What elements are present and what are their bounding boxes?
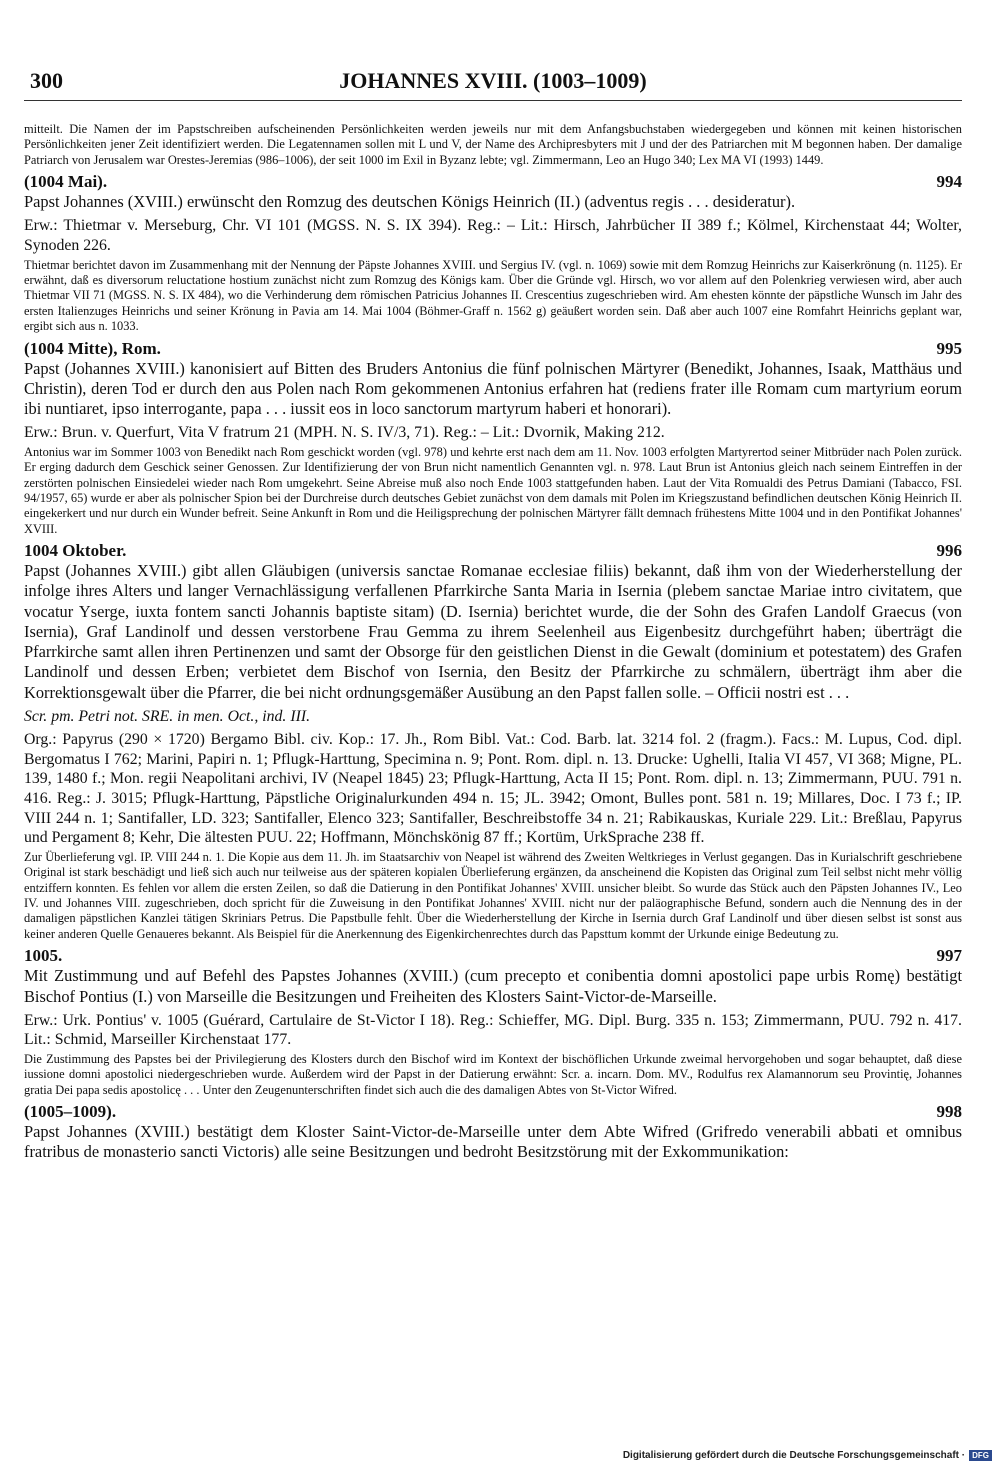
entry-scriptum: Scr. pm. Petri not. SRE. in men. Oct., ind. III. <box>24 707 311 725</box>
entry-regest: Papst (Johannes XVIII.) gibt allen Gläubigen (universis sanctae Romanae ecclesiae filiis) bekannt, daß ihm von der Wiederherstellung der infolge ihres Alters und langer Vernachlässigung verfallenen Pfarrkirche Santa Maria in Isernia (plebem sanctae Mariae intro civitatem, que vocatur Yserge, iuxta fontem sancti Johannis baptiste sitam) (D. Isernia) berichtet wurde, die der Sohn des Grafen Landolf Graecus (von Isernia), Graf Landinolf und dessen verstorbene Frau Gemma zu ihrem Seelenheil aus Eigenbesitz durchgeführt haben; überträgt die Pfarrkirche samt allen ihren Pertinenzen und samt der Obsorge für den geistlichen Dienst in die Gewalt (dominium et potestatem) des Grafen Landinolf und dessen Erben; verbietet dem Bischof von Isernia, den Besitz der Pfarrkirche zu schmälern, überträgt ihm aber die Korrektionsgewalt über die Pfarrer, die bei nicht ordnungsgemäßer Ausübung an den Papst fallen solle. – Officii nostri est . . . <box>24 561 962 702</box>
entry-number: 998 <box>936 1102 962 1122</box>
entry-heading <box>24 1102 962 1122</box>
entry-note: Antonius war im Sommer 1003 von Benedikt nach Rom geschickt worden (vgl. 978) und kehrte erst nach dem am 11. Nov. 1003 erfolgten Martyrertod seiner Mitbrüder nach Polen zurück. Er erging dadurch dem Geschick seiner Genossen. Zur Identifizierung der von Brun nicht namentlich Genannten vgl. n. 978. Laut Brun ist Antonius gleich nach seinem Eintreffen in der zerstörten polnischen Einsiedelei wieder nach Rom umgekehrt. Seine Abreise muß also noch Ende 1003 stattgefunden haben. Laut der Vita Romualdi des Petrus Damiani (Tabacco, FSI. 94/1957, 65) wurde er aber als polnischer Spion bei der Durchreise durch deutsches Gebiet zunächst von dem damals mit Polen im Kriegszustand befindlichen deutschen König Heinrich II. eingekerkert und nur durch ein Wunder befreit. Seine Ankunft in Rom und die Heiligsprechung der polnischen Märtyrer fällt demnach frühestens Mitte 1004 und in den Pontifikat Johannes' XVIII. <box>24 444 962 536</box>
entry-heading <box>24 339 962 359</box>
entry-references: Org.: Papyrus (290 × 1720) Bergamo Bibl. civ. Kop.: 17. Jh., Rom Bibl. Vat.: Cod. Barb. lat. 3214 fol. 2 (fragm.). Facs.: M. Lupus, Cod. dipl. Bergomatus I 762; Marini, Papiri n. 1; Pflugk-Harttung, Specimina n. 9; Pont. Rom. dipl. n. 13. Drucke: Ughelli, Italia VI 457, VI 368; Migne, PL. 139, 1480 f.; Mon. regii Neapolitani archivi, IV (Neapel 1845) 23; Pflugk-Harttung, Acta II 15; Pont. Rom. dipl. n. 13; Zimmermann, PUU. 791 n. 416. Reg.: J. 3015; Pflugk-Harttung, Päpstliche Originalurkunden 494 n. 15; JL. 3942; Omont, Bulles pont. 581 n. 19; Millares, Doc. I 73 f.; IP. VIII 244 n. 1; Santifaller, LD. 323; Santifaller, Elenco 323; Santifaller, Beschreibstoffe 34 n. 21; Rabikauskas, Kuriale 229. Lit.: Breßlau, Papyrus und Pergament 8; Kehr, Die ältesten PUU. 22; Hoffmann, Mönchskönig 87 ff.; Kortüm, UrkSprache 238 ff. <box>24 731 962 847</box>
footer-credit: Digitalisierung gefördert durch die Deutsche Forschungsgemeinschaft · <box>622 1450 966 1461</box>
document-page <box>24 0 962 1162</box>
entry-references: Erw.: Urk. Pontius' v. 1005 (Guérard, Cartulaire de St-Victor I 18). Reg.: Schieffer, MG. Dipl. Burg. 335 n. 153; Zimmermann, PUU. 792 n. 417. Lit.: Schmid, Marseiller Kirchenstaat 177. <box>24 1011 962 1049</box>
entry-references: Erw.: Thietmar v. Merseburg, Chr. VI 101 (MGSS. N. S. IX 394). Reg.: – Lit.: Hirsch, Jahrbücher II 389 f.; Kölmel, Kirchenstaat 44; Wolter, Synoden 226. <box>24 217 962 255</box>
entry-regest: Mit Zustimmung und auf Befehl des Papstes Johannes (XVIII.) (cum precepto et conibentia domni apostolici pape urbis Romę) bestätigt Bischof Pontius (I.) von Marseille die Besitzungen und Freiheiten des Klosters Saint-Victor-de-Marseille. <box>24 966 962 1006</box>
entry-regest: Papst (Johannes XVIII.) kanonisiert auf Bitten des Bruders Antonius die fünf polnischen Märtyrer (Benedikt, Johannes, Isaak, Matthäus und Christin), deren Tod er durch den aus Polen nach Rom gekommenen Antonius erfahren hat (rediens frater ille Romam cum martyrium eorum ibi nuntiaret, ipso interrogante, papa . . . iussit eos in loco sanctorum martyrum haberi et honorari). <box>24 358 962 419</box>
entry-references: Erw.: Brun. v. Querfurt, Vita V fratrum 21 (MPH. N. S. IV/3, 71). Reg.: – Lit.: Dvornik, Making 212. <box>24 424 665 442</box>
page-header <box>24 0 962 96</box>
entry-date: 1004 Oktober. <box>24 541 127 561</box>
header-rule <box>24 100 962 101</box>
entry-regest: Papst Johannes (XVIII.) erwünscht den Romzug des deutschen Königs Heinrich (II.) (adventus regis . . . desideratur). <box>24 192 796 212</box>
entry-number: 995 <box>936 338 962 358</box>
entry-heading <box>24 541 962 561</box>
entry-heading <box>24 172 962 192</box>
entry-note: Die Zustimmung des Papstes bei der Privilegierung des Klosters durch den Bischof wird im Kontext der bischöflichen Urkunde zweimal hervorgehoben und sogar behauptet, daß diese iussione domni apostolici niedergeschrieben wurde. Außerdem wird der Papst in der Datierung erwähnt: Scr. a. incarn. Dom. MV., Rodulfus rex Alamannorum seu Provintię, Johannes gratia Dei papa sedis apostolicę . . . Unter den Zeugenunterschriften findet sich auch die des damaligen Abtes von St-Victor Wifred. <box>24 1051 962 1097</box>
page-footer <box>623 1450 992 1461</box>
intro-note: mitteilt. Die Namen der im Papstschreiben aufscheinenden Persönlichkeiten werden jeweils nur mit dem Anfangsbuchstaben wiedergegeben und können mit keinen historischen Persönlichkeiten jener Zeit identifiziert werden. Die Legatennamen sollen mit L und V, der Name des Archipresbyters mit J und der des Patriarchen mit M begonnen haben. Der damalige Patriarch von Jerusalem war Orestes-Jeremias (986–1006), der seit 1000 im Exil in Byzanz lebte; vgl. Zimmermann, Leo an Hugo 340; Lex MA VI (1993) 1449. <box>24 122 962 167</box>
page-number: 300 <box>30 68 63 93</box>
entry-number: 994 <box>936 172 962 192</box>
page-title: JOHANNES XVIII. (1003–1009) <box>339 68 647 93</box>
entry-regest: Papst Johannes (XVIII.) bestätigt dem Kloster Saint-Victor-de-Marseille unter dem Abte Wifred (Grifredo venerabili abbati et omnibus fratribus de monasterio sancti Victoris) alle seine Besitzungen und bedroht Besitzstörung mit der Exkommunikation: <box>24 1122 962 1162</box>
entry-note: Thietmar berichtet davon im Zusammenhang mit der Nennung der Päpste Johannes XVIII. und Sergius IV. (vgl. n. 1069) sowie mit dem Romzug Heinrichs zur Kaiserkrönung (n. 1125). Er erwähnt, daß es diversorum reluctatione hostium zunächst nicht zum Romzug des Königs kam. Über die Gründe vgl. Hirsch, wo vor allem auf den Polenkrieg verwiesen wird, aber auch Thietmar VII 71 (MGSS. N. S. IX 484), wo die Verhinderung dem römischen Patricius Johannes II. Crescentius zugeschrieben wird. Am ehesten könnte der päpstliche Wunsch im Jahr des ersten Italienzuges Heinrichs und seiner Krönung in Pavia am 14. Mai 1004 (Böhmer-Graff n. 1562 g) geäußert worden sein. Daß aber auch 1007 eine Romfahrt Heinrichs geplant war, ergibt sich aus n. 1033. <box>24 257 962 334</box>
entry-date: (1004 Mitte), Rom. <box>24 338 161 358</box>
entry-date: (1005–1009). <box>24 1102 117 1122</box>
dfg-logo: DFG <box>969 1450 992 1461</box>
entry-heading <box>24 946 962 966</box>
entry-date: (1004 Mai). <box>24 172 108 192</box>
page-content <box>24 122 962 1163</box>
entry-date: 1005. <box>24 946 63 966</box>
entry-note: Zur Überlieferung vgl. IP. VIII 244 n. 1. Die Kopie aus dem 11. Jh. im Staatsarchiv von Neapel ist während des Zweiten Weltkrieges in Verlust gegangen. Das in Kurialschrift geschriebene Original ist stark beschädigt und ließ sich auch nur teilweise aus der späteren kopialen Überlieferung ergänzen, da anscheinend die Kopisten das Original zum Teil selbst nicht mehr völlig entziffern konnten. Es fehlen vor allem die ersten Zeilen, so daß die Datierung in den Pontifikat Johannes' XVIII. unsicher bleibt. So wurde das Stück auch den Päpsten Johannes IV., Leo IV. und Johannes VIII. zugeschrieben, doch spricht für die Zuweisung in den Pontifikat Johannes' XVIII. nicht nur der paläographische Befund, sondern auch die Nennung des in der damaligen päpstlichen Kanzlei tätigen Skriniars Petrus. Die Papstbulle fehlt. Über die Wiederherstellung der Kirche in Isernia durch Graf Landinolf und über diesen selbst ist sonst aus keiner anderen Quelle Genaueres bekannt. Als Beispiel für die Anerkennung des Eigenkirchenrechtes durch das Papsttum kommt der Urkunde einige Bedeutung zu. <box>24 849 962 941</box>
entry-number: 996 <box>936 541 962 561</box>
entry-number: 997 <box>936 946 962 966</box>
